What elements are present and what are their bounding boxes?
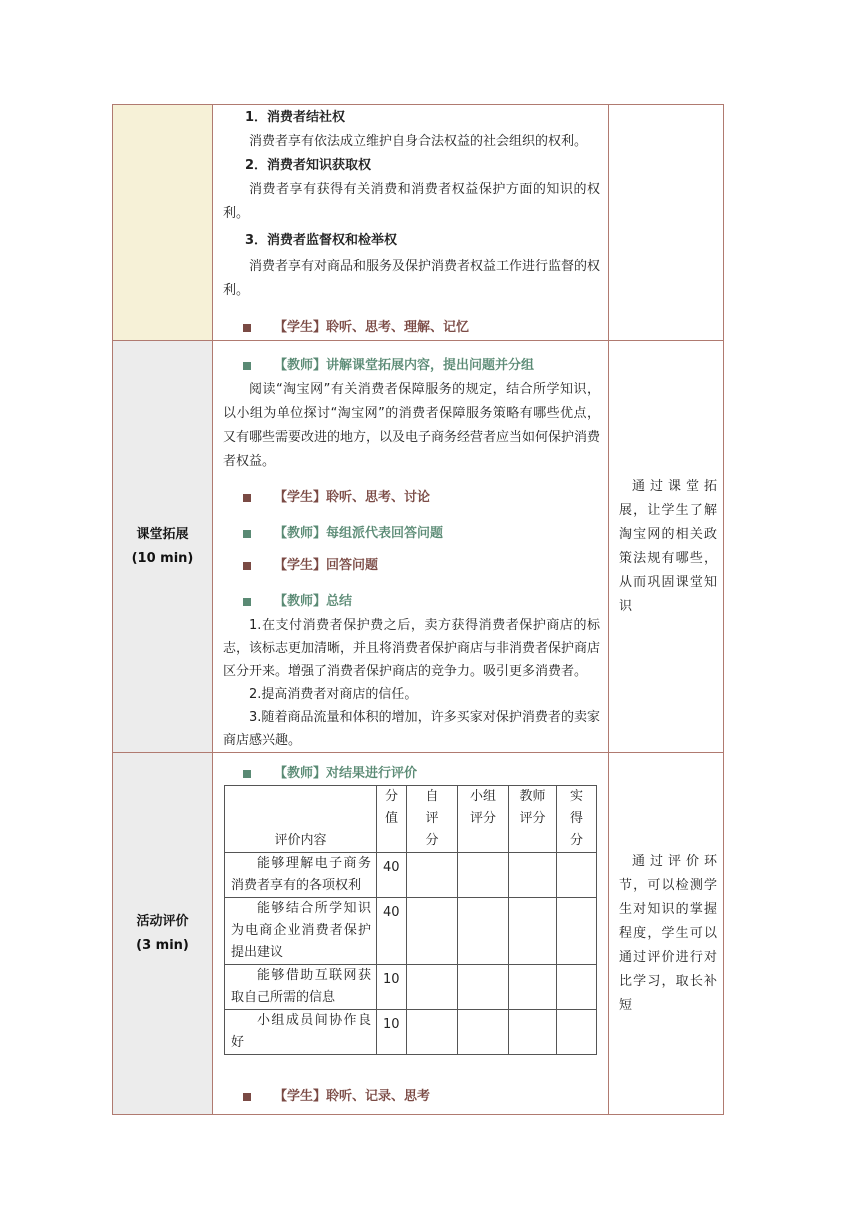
eval-score: 10 bbox=[377, 965, 407, 1010]
square-bullet-icon bbox=[243, 598, 251, 606]
student-activity-text: 【学生】回答问题 bbox=[274, 558, 379, 573]
design-note: 通过课堂拓展，让学生了解淘宝网的相关政策法规有哪些，从而巩固课堂知识 bbox=[619, 478, 717, 614]
eval-header-row bbox=[225, 786, 597, 853]
square-bullet-icon bbox=[243, 1093, 251, 1101]
item-text: 消费者享有获得有关消费和消费者权益保护方面的知识的权利。 bbox=[223, 182, 600, 221]
item-heading: 3．消费者监督权和检举权 bbox=[245, 233, 398, 248]
square-bullet-icon bbox=[243, 530, 251, 538]
square-bullet-icon bbox=[243, 770, 251, 778]
square-bullet-icon bbox=[243, 324, 251, 332]
table-row bbox=[225, 1010, 597, 1055]
square-bullet-icon bbox=[243, 562, 251, 570]
square-bullet-icon bbox=[243, 494, 251, 502]
student-activity-text: 【学生】聆听、记录、思考 bbox=[274, 1089, 431, 1104]
teacher-score-cell[interactable] bbox=[509, 898, 557, 965]
evaluation-table bbox=[224, 785, 597, 1055]
stage-time: (10 min) bbox=[131, 550, 194, 566]
square-bullet-icon bbox=[243, 362, 251, 370]
lesson-row-evaluation bbox=[113, 753, 724, 1115]
content-cell bbox=[213, 105, 609, 341]
final-score-cell[interactable] bbox=[557, 853, 597, 898]
teacher-activity-text: 【教师】每组派代表回答问题 bbox=[274, 526, 444, 541]
lesson-plan-table bbox=[112, 104, 724, 1115]
summary-item: 3.随着商品流量和体积的增加，许多买家对保护消费者的卖家商店感兴趣。 bbox=[223, 710, 600, 748]
eval-content: 能够借助互联网获取自己所需的信息 bbox=[225, 965, 377, 1010]
student-activity bbox=[223, 1085, 600, 1109]
teacher-activity-text: 【教师】对结果进行评价 bbox=[274, 766, 418, 781]
group-score-cell[interactable] bbox=[458, 965, 509, 1010]
final-score-cell[interactable] bbox=[557, 898, 597, 965]
stage-time: (3 min) bbox=[136, 937, 189, 953]
eval-header: 评价内容 bbox=[225, 786, 377, 853]
self-score-cell[interactable] bbox=[407, 853, 458, 898]
lesson-row-extension bbox=[113, 341, 724, 753]
teacher-activity bbox=[223, 354, 600, 378]
group-score-cell[interactable] bbox=[458, 853, 509, 898]
eval-header: 教师评分 bbox=[509, 786, 557, 853]
item-text: 消费者享有对商品和服务及保护消费者权益工作进行监督的权利。 bbox=[223, 259, 601, 298]
teacher-activity bbox=[223, 763, 600, 785]
eval-score: 40 bbox=[377, 853, 407, 898]
note-cell bbox=[609, 753, 724, 1115]
stage-cell bbox=[113, 341, 213, 753]
teacher-activity bbox=[223, 522, 600, 546]
stage-title: 课堂拓展 bbox=[136, 526, 189, 542]
teacher-score-cell[interactable] bbox=[509, 965, 557, 1010]
stage-title: 活动评价 bbox=[136, 913, 189, 929]
teacher-activity-text: 【教师】讲解课堂拓展内容，提出问题并分组 bbox=[274, 358, 535, 373]
eval-header: 实得分 bbox=[557, 786, 597, 853]
final-score-cell[interactable] bbox=[557, 965, 597, 1010]
self-score-cell[interactable] bbox=[407, 898, 458, 965]
eval-header: 小组评分 bbox=[458, 786, 509, 853]
lesson-row-rights bbox=[113, 105, 724, 341]
item-text: 消费者享有依法成立维护自身合法权益的社会组织的权利。 bbox=[249, 134, 588, 149]
eval-score: 10 bbox=[377, 1010, 407, 1055]
eval-score: 40 bbox=[377, 898, 407, 965]
eval-content: 小组成员间协作良好 bbox=[225, 1010, 377, 1055]
table-row bbox=[225, 965, 597, 1010]
summary-item: 2.提高消费者对商店的信任。 bbox=[249, 687, 418, 702]
task-text: 阅读“淘宝网”有关消费者保障服务的规定，结合所学知识，以小组为单位探讨“淘宝网”的消费者保障服务策略有哪些优点，又有哪些需要改进的地方，以及电子商务经营者应当如何保护消费者权益。 bbox=[223, 382, 601, 469]
content-cell bbox=[213, 341, 609, 753]
teacher-score-cell[interactable] bbox=[509, 853, 557, 898]
student-activity-text: 【学生】聆听、思考、理解、记忆 bbox=[274, 320, 470, 335]
table-row bbox=[225, 853, 597, 898]
student-activity bbox=[223, 486, 600, 510]
student-activity bbox=[223, 554, 600, 578]
stage-cell-empty bbox=[113, 105, 213, 341]
student-activity-text: 【学生】聆听、思考、讨论 bbox=[274, 490, 431, 505]
teacher-activity-text: 【教师】总结 bbox=[274, 594, 353, 609]
item-heading: 1．消费者结社权 bbox=[245, 110, 346, 125]
summary-item: 1.在支付消费者保护费之后，卖方获得消费者保护商店的标志，该标志更加清晰，并且将消费者保护商店与非消费者保护商店区分开来。增强了消费者保护商店的竞争力。吸引更多消费者。 bbox=[223, 618, 601, 679]
student-activity bbox=[223, 316, 600, 340]
self-score-cell[interactable] bbox=[407, 1010, 458, 1055]
stage-cell bbox=[113, 753, 213, 1115]
group-score-cell[interactable] bbox=[458, 898, 509, 965]
design-note: 通过评价环节，可以检测学生对知识的掌握程度，学生可以通过评价进行对比学习，取长补短 bbox=[619, 853, 717, 1013]
eval-content: 能够结合所学知识为电商企业消费者保护提出建议 bbox=[225, 898, 377, 965]
self-score-cell[interactable] bbox=[407, 965, 458, 1010]
table-row bbox=[225, 898, 597, 965]
final-score-cell[interactable] bbox=[557, 1010, 597, 1055]
teacher-activity bbox=[223, 590, 600, 614]
teacher-score-cell[interactable] bbox=[509, 1010, 557, 1055]
content-cell bbox=[213, 753, 609, 1115]
eval-header: 分值 bbox=[377, 786, 407, 853]
item-heading: 2．消费者知识获取权 bbox=[245, 158, 372, 173]
note-cell-empty bbox=[609, 105, 724, 341]
group-score-cell[interactable] bbox=[458, 1010, 509, 1055]
eval-content: 能够理解电子商务消费者享有的各项权利 bbox=[225, 853, 377, 898]
note-cell bbox=[609, 341, 724, 753]
eval-header: 自评分 bbox=[407, 786, 458, 853]
